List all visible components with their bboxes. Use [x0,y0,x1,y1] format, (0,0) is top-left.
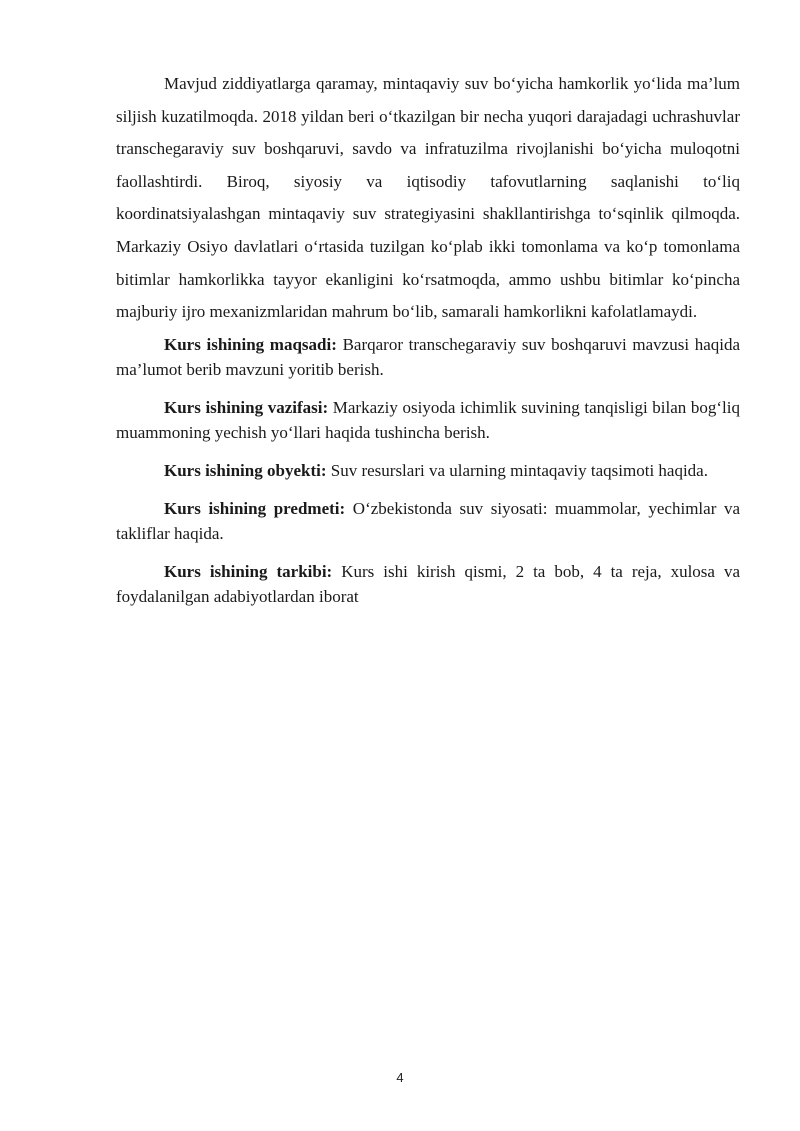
section-task-label: Kurs ishining vazifasi: [164,397,329,417]
section-object-text: Suv resurslari va ularning mintaqaviy taqsimoti haqida. [330,460,708,480]
page-content [116,68,740,609]
intro-paragraph: Mavjud ziddiyatlarga qaramay, mintaqaviy suv bo‘yicha hamkorlik yo‘lida ma’lum siljish kuzatilmoqda. 2018 yildan beri o‘tkazilgan bir necha yuqori darajadagi uchrashuvlar transchegaraviy suv boshqaruvi, savdo va infratuzilma rivojlanishi bo‘yicha muloqotni faollashtirdi. Biroq, siyosiy va iqtisodiy tafovutlarning saqlanishi to‘liq koordinatsiyalashgan mintaqaviy suv strategiyasini shakllantirishga to‘sqinlik qilmoqda. Markaziy Osiyo davlatlari o‘rtasida tuzilgan ko‘plab ikki tomonlama va ko‘p tomonlama bitimlar hamkorlikka tayyor ekanligini ko‘rsatmoqda, ammo ushbu bitimlar ko‘pincha majburiy ijro mexanizmlaridan mahrum bo‘lib, samarali hamkorlikni kafolatlamaydi. [116,74,740,322]
section-task-text: Markaziy osiyoda ichimlik suvining tanqisligi bilan bog‘liq muammoning yechish yo‘llari haqida tushincha berish. [116,397,741,442]
page-number: 4 [396,1070,404,1085]
section-subject [116,496,740,546]
section-goal-label: Kurs ishining maqsadi: [164,334,337,354]
section-structure-label: Kurs ishining tarkibi: [164,561,333,581]
section-structure [116,559,740,609]
section-object-label: Kurs ishining obyekti: [164,460,327,480]
section-goal-text: Barqaror transchegaraviy suv boshqaruvi mavzusi haqida ma’lumot berib mavzuni yoritib berish. [116,334,741,379]
section-subject-text: O‘zbekistonda suv siyosati: muammolar, yechimlar va takliflar haqida. [116,498,741,543]
section-subject-label: Kurs ishining predmeti: [164,498,346,518]
section-structure-text: Kurs ishi kirish qismi, 2 ta bob, 4 ta reja, xulosa va foydalanilgan adabiyotlardan iborat [116,561,740,606]
section-object [116,458,740,483]
section-goal [116,332,740,382]
section-task [116,395,740,445]
